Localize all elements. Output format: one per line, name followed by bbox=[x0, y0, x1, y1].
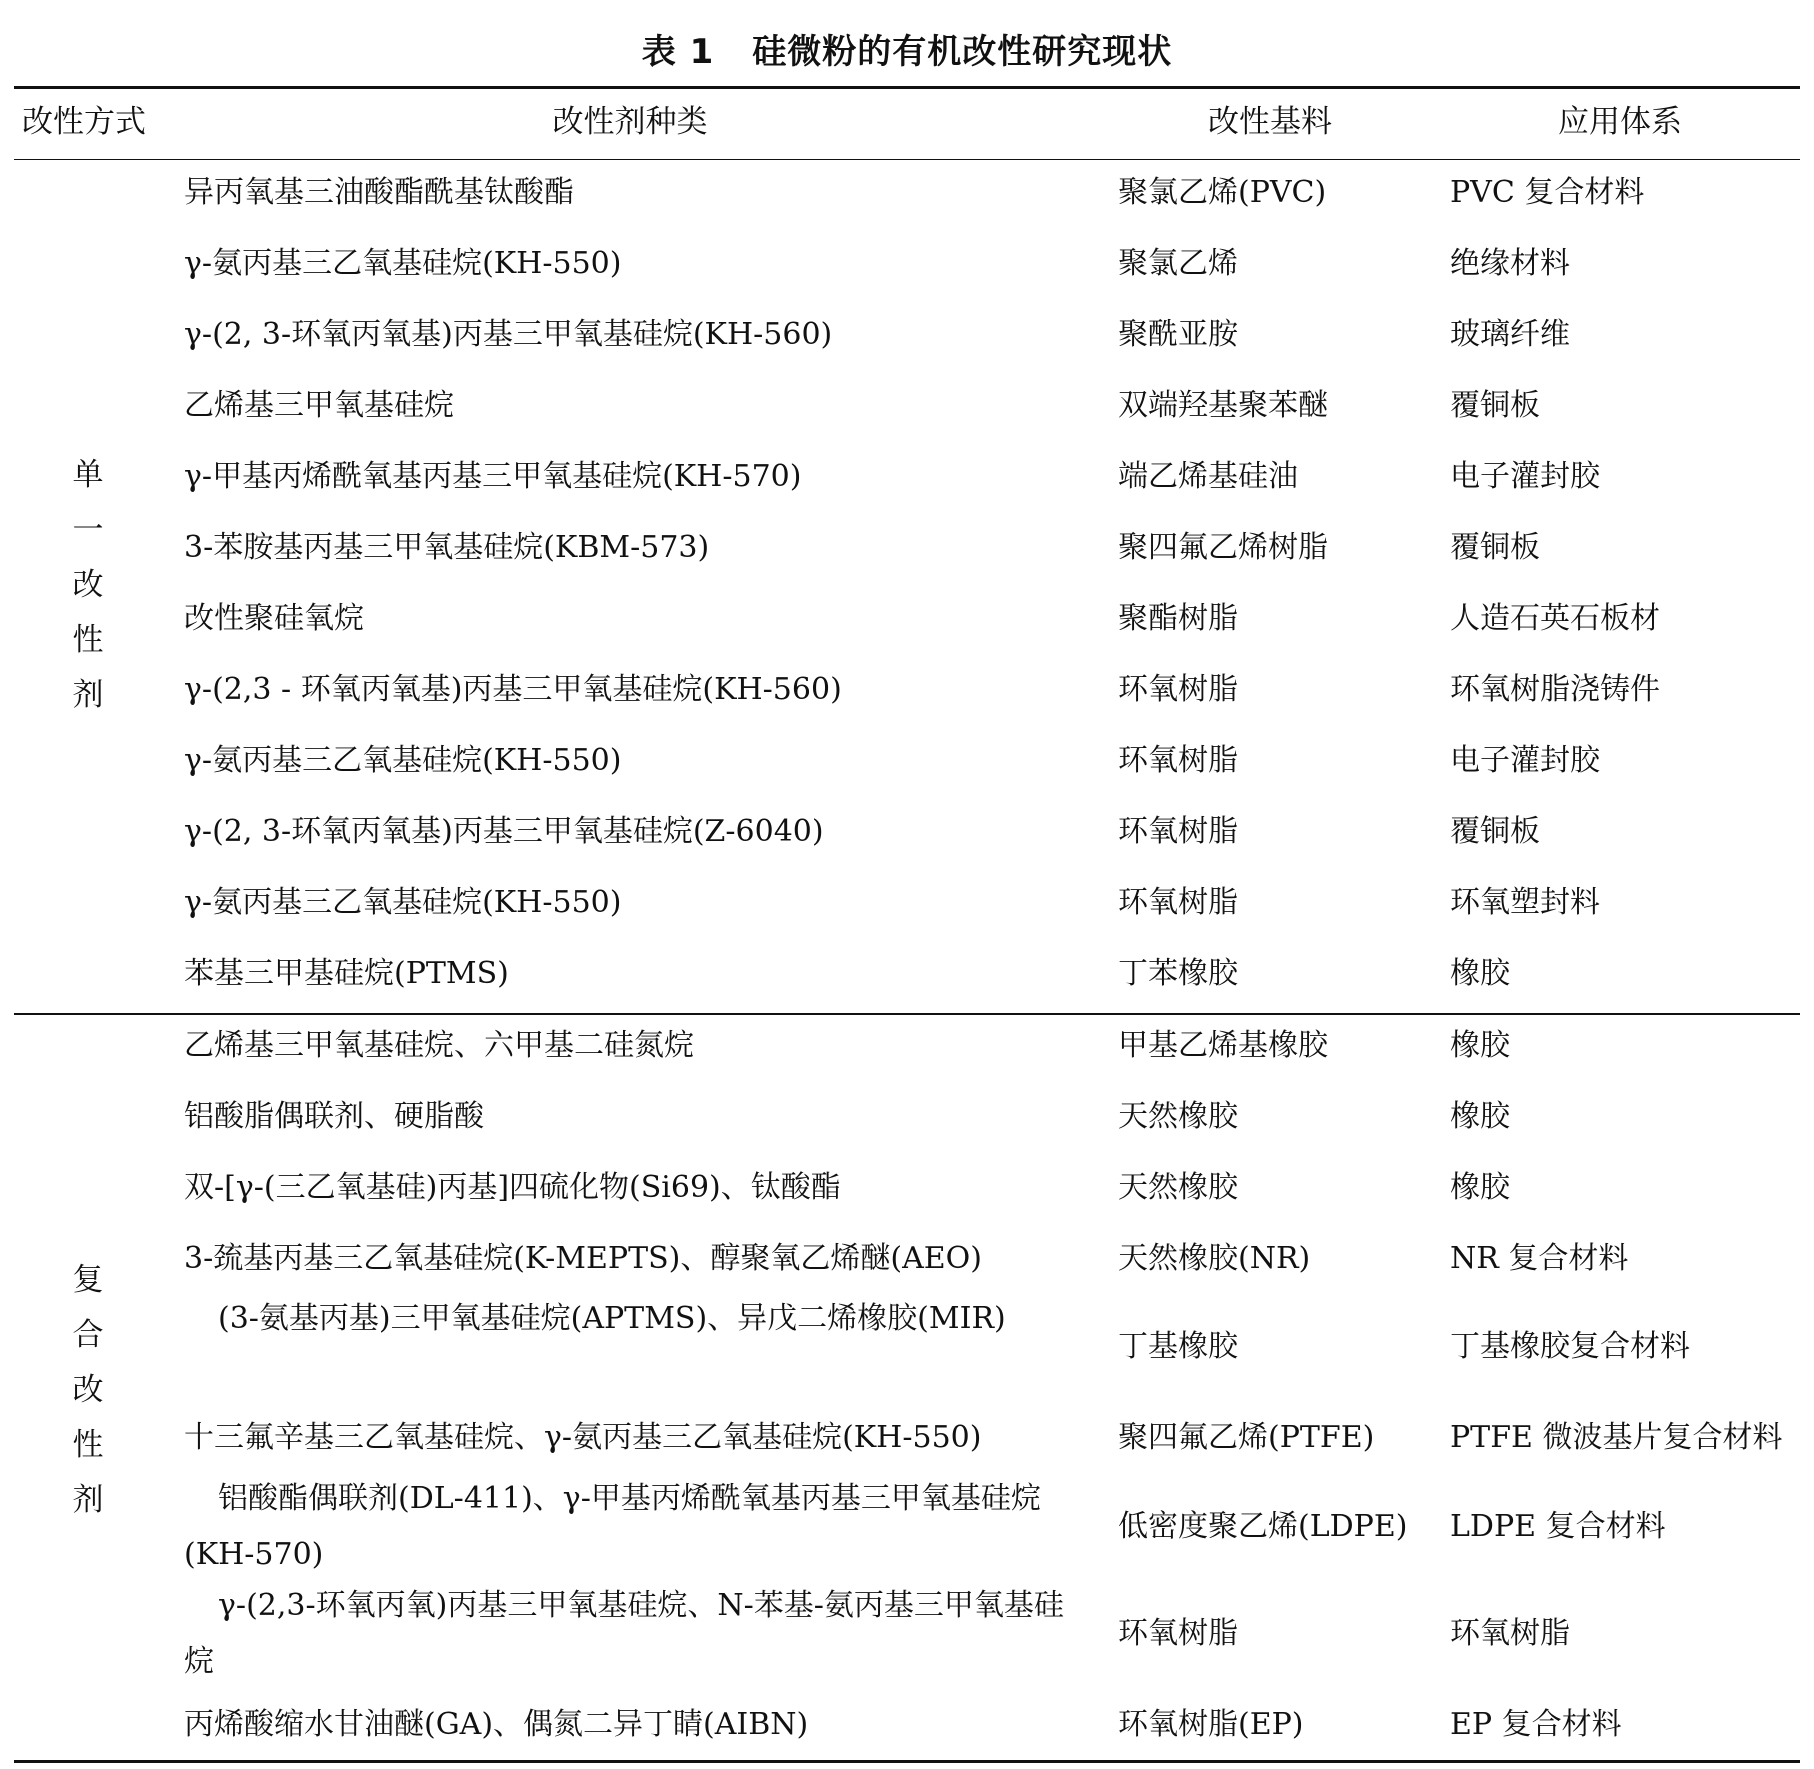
cell-base: 环氧树脂 bbox=[1118, 1616, 1238, 1651]
cell-application: LDPE 复合材料 bbox=[1450, 1509, 1666, 1544]
header-method: 改性方式 bbox=[22, 104, 146, 140]
bottom-rule bbox=[14, 1760, 1800, 1763]
cell-application: 橡胶 bbox=[1450, 1170, 1510, 1205]
cell-base: 聚酰亚胺 bbox=[1118, 317, 1238, 352]
cell-base: 端乙烯基硅油 bbox=[1118, 459, 1298, 494]
cell-application: 覆铜板 bbox=[1450, 814, 1540, 849]
cell-base: 双端羟基聚苯醚 bbox=[1118, 388, 1328, 423]
cell-base: 环氧树脂 bbox=[1118, 885, 1238, 920]
cell-application: 玻璃纤维 bbox=[1450, 317, 1570, 352]
table-number: 表 1 bbox=[641, 32, 715, 72]
cell-base: 天然橡胶 bbox=[1118, 1170, 1238, 1205]
cell-agent: γ-(2, 3-环氧丙氧基)丙基三甲氧基硅烷(Z-6040) bbox=[184, 814, 824, 849]
cell-agent: γ-甲基丙烯酰氧基丙基三甲氧基硅烷(KH-570) bbox=[184, 459, 802, 494]
cell-application: 环氧树脂浇铸件 bbox=[1450, 672, 1660, 707]
cell-agent: γ-氨丙基三乙氧基硅烷(KH-550) bbox=[184, 743, 622, 778]
cell-agent: γ-(2,3 - 环氧丙氧基)丙基三甲氧基硅烷(KH-560) bbox=[184, 672, 842, 707]
cell-base: 聚氯乙烯 bbox=[1118, 246, 1238, 281]
cell-agent: 十三氟辛基三乙氧基硅烷、γ-氨丙基三乙氧基硅烷(KH-550) bbox=[184, 1420, 982, 1455]
cell-agent: γ-氨丙基三乙氧基硅烷(KH-550) bbox=[184, 885, 622, 920]
cell-application: 环氧塑封料 bbox=[1450, 885, 1600, 920]
table-title bbox=[0, 24, 1814, 73]
group-divider-rule bbox=[14, 1013, 1800, 1015]
group-label-composite: 复 合 改 性 剂 bbox=[72, 1262, 104, 1518]
cell-application: 橡胶 bbox=[1450, 956, 1510, 991]
cell-application: 覆铜板 bbox=[1450, 388, 1540, 423]
cell-agent: 丙烯酸缩水甘油醚(GA)、偶氮二异丁睛(AIBN) bbox=[184, 1707, 809, 1742]
cell-application: 电子灌封胶 bbox=[1450, 459, 1600, 494]
group-label-single: 单 一 改 性 剂 bbox=[72, 457, 104, 713]
table-caption: 硅微粉的有机改性研究现状 bbox=[752, 32, 1173, 72]
cell-application: PVC 复合材料 bbox=[1450, 175, 1645, 210]
cell-base: 环氧树脂 bbox=[1118, 743, 1238, 778]
cell-agent: γ-(2,3-环氧丙氧)丙基三甲氧基硅烷、N-苯基-氨丙基三甲氧基硅烷 bbox=[184, 1588, 1064, 1679]
header-agent: 改性剂种类 bbox=[552, 104, 708, 140]
cell-base: 聚酯树脂 bbox=[1118, 601, 1238, 636]
cell-application: PTFE 微波基片复合材料 bbox=[1450, 1420, 1783, 1455]
cell-application: 电子灌封胶 bbox=[1450, 743, 1600, 778]
cell-agent: γ-(2, 3-环氧丙氧基)丙基三甲氧基硅烷(KH-560) bbox=[184, 317, 833, 352]
cell-application: NR 复合材料 bbox=[1450, 1241, 1629, 1276]
cell-application: 橡胶 bbox=[1450, 1099, 1510, 1134]
top-rule bbox=[14, 86, 1800, 89]
cell-agent: 异丙氧基三油酸酯酰基钛酸酯 bbox=[184, 175, 574, 210]
header-base: 改性基料 bbox=[1208, 104, 1332, 140]
cell-agent: 3-苯胺基丙基三甲氧基硅烷(KBM-573) bbox=[184, 530, 710, 565]
cell-agent: 双-[γ-(三乙氧基硅)丙基]四硫化物(Si69)、钛酸酯 bbox=[184, 1170, 841, 1205]
cell-agent: 改性聚硅氧烷 bbox=[184, 601, 364, 636]
header-application: 应用体系 bbox=[1558, 104, 1682, 140]
cell-application: 覆铜板 bbox=[1450, 530, 1540, 565]
cell-base: 聚氯乙烯(PVC) bbox=[1118, 175, 1327, 210]
cell-base: 丁基橡胶 bbox=[1118, 1329, 1238, 1364]
header-rule bbox=[14, 159, 1800, 160]
cell-agent: 乙烯基三甲氧基硅烷、六甲基二硅氮烷 bbox=[184, 1028, 694, 1063]
cell-agent: 苯基三甲基硅烷(PTMS) bbox=[184, 956, 509, 991]
cell-base: 环氧树脂(EP) bbox=[1118, 1707, 1304, 1742]
cell-application: EP 复合材料 bbox=[1450, 1707, 1622, 1742]
cell-base: 丁苯橡胶 bbox=[1118, 956, 1238, 991]
cell-base: 环氧树脂 bbox=[1118, 814, 1238, 849]
cell-base: 聚四氟乙烯树脂 bbox=[1118, 530, 1328, 565]
cell-agent: 铝酸脂偶联剂、硬脂酸 bbox=[184, 1099, 484, 1134]
cell-agent: γ-氨丙基三乙氧基硅烷(KH-550) bbox=[184, 246, 622, 281]
cell-base: 天然橡胶 bbox=[1118, 1099, 1238, 1134]
cell-base: 天然橡胶(NR) bbox=[1118, 1241, 1311, 1276]
cell-application: 环氧树脂 bbox=[1450, 1616, 1570, 1651]
cell-agent: 铝酸酯偶联剂(DL-411)、γ-甲基丙烯酰氧基丙基三甲氧基硅烷(KH-570) bbox=[184, 1481, 1041, 1572]
cell-agent: 3-巯基丙基三乙氧基硅烷(K-MEPTS)、醇聚氧乙烯醚(AEO) bbox=[184, 1241, 982, 1276]
cell-base: 环氧树脂 bbox=[1118, 672, 1238, 707]
cell-base: 聚四氟乙烯(PTFE) bbox=[1118, 1420, 1375, 1455]
cell-application: 人造石英石板材 bbox=[1450, 601, 1660, 636]
cell-application: 绝缘材料 bbox=[1450, 246, 1570, 281]
cell-application: 丁基橡胶复合材料 bbox=[1450, 1329, 1690, 1364]
cell-application: 橡胶 bbox=[1450, 1028, 1510, 1063]
cell-agent: 乙烯基三甲氧基硅烷 bbox=[184, 388, 454, 423]
cell-base: 低密度聚乙烯(LDPE) bbox=[1118, 1509, 1408, 1544]
cell-agent: (3-氨基丙基)三甲氧基硅烷(APTMS)、异戊二烯橡胶(MIR) bbox=[218, 1301, 1006, 1336]
cell-base: 甲基乙烯基橡胶 bbox=[1118, 1028, 1328, 1063]
